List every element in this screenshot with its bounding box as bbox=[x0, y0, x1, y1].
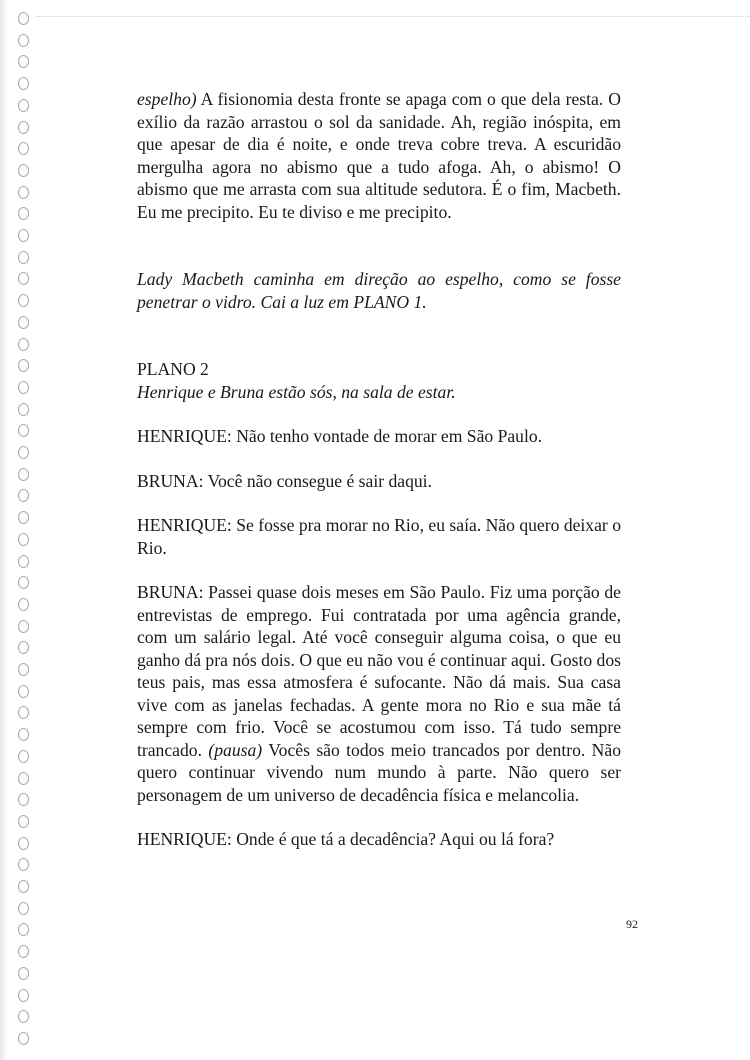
binding-hole bbox=[18, 489, 29, 502]
binding-hole bbox=[18, 923, 29, 936]
pause-direction: (pausa) bbox=[208, 739, 263, 760]
page-left-edge bbox=[0, 0, 8, 1060]
binding-hole bbox=[18, 381, 29, 394]
binding-hole bbox=[18, 793, 29, 806]
binding-hole bbox=[18, 967, 29, 980]
speech-paragraph bbox=[137, 88, 621, 223]
binding-hole bbox=[18, 880, 29, 893]
dialogue-line bbox=[137, 828, 621, 851]
binding-hole bbox=[18, 338, 29, 351]
dialogue-line bbox=[137, 581, 621, 806]
binding-hole bbox=[18, 598, 29, 611]
binding-hole bbox=[18, 251, 29, 264]
speaker-name: HENRIQUE: bbox=[137, 829, 232, 849]
binding-hole bbox=[18, 815, 29, 828]
dialogue-text: Você não consegue é sair daqui. bbox=[203, 470, 432, 491]
binding-hole bbox=[18, 772, 29, 785]
binding-hole bbox=[18, 424, 29, 437]
dialogue-text: Passei quase dois meses em São Paulo. Fiz uma porção de entrevistas de emprego. Fui contratada por uma agência grande, com um salário legal. Até você conseguir alguma coisa, o que eu ganho dá pra nós dois. O que eu não vou é continuar aqui. Gosto dos teus pais, mas essa atmosfera é sufocante. Não dá mais. Sua casa vive com as janelas fechadas. A gente mora no Rio e sua mãe tá sempre com frio. Você se acostumou com isso. Tá tudo sempre trancado. bbox=[137, 582, 621, 760]
binding-hole bbox=[18, 34, 29, 47]
stage-direction: Lady Macbeth caminha em direção ao espelho, como se fosse penetrar o vidro. Cai a luz em PLANO 1. bbox=[137, 269, 621, 312]
binding-hole bbox=[18, 403, 29, 416]
binding-holes bbox=[14, 0, 36, 1060]
dialogue-text: Se fosse pra morar no Rio, eu saía. Não quero deixar o Rio. bbox=[137, 515, 621, 558]
binding-hole bbox=[18, 511, 29, 524]
scene-heading: PLANO 2 bbox=[137, 359, 209, 379]
speech-text: A fisionomia desta fronte se apaga com o que dela resta. O exílio da razão arrastou o sol da sanidade. Ah, região inóspita, em que apesar de dia é noite, e onde treva cobre treva. A escuridão mergulha agora no abismo que a tudo afoga. Ah, o abismo! O abismo que me arrasta com sua altitude sedutora. É o fim, Macbeth. Eu me precipito. Eu te diviso e me precipito. bbox=[137, 89, 621, 222]
stage-direction-fragment: espelho) bbox=[137, 89, 197, 109]
binding-hole bbox=[18, 359, 29, 372]
binding-hole bbox=[18, 164, 29, 177]
dialogue-line bbox=[137, 425, 621, 448]
dialogue-line bbox=[137, 514, 621, 559]
binding-hole bbox=[18, 989, 29, 1002]
binding-hole bbox=[18, 685, 29, 698]
binding-hole bbox=[18, 55, 29, 68]
speaker-name: HENRIQUE: bbox=[137, 426, 232, 446]
dialogue-text-continued: Vocês são todos meio trancados por dentro. Não quero continuar vivendo num mundo à parte. Não quero ser personagem de um universo de decadência física e melancolia. bbox=[137, 739, 621, 805]
speaker-name: BRUNA: bbox=[137, 470, 204, 491]
binding-hole bbox=[18, 728, 29, 741]
binding-hole bbox=[18, 186, 29, 199]
binding-hole bbox=[18, 555, 29, 568]
binding-hole bbox=[18, 902, 29, 915]
binding-hole bbox=[18, 576, 29, 589]
document-body bbox=[137, 88, 621, 851]
binding-hole bbox=[18, 316, 29, 329]
top-dotted-rule bbox=[36, 16, 750, 17]
dialogue-text: Não tenho vontade de morar em São Paulo. bbox=[231, 426, 543, 446]
binding-hole bbox=[18, 12, 29, 25]
binding-hole bbox=[18, 121, 29, 134]
binding-hole bbox=[18, 77, 29, 90]
scene-direction: Henrique e Bruna estão sós, na sala de estar. bbox=[137, 381, 456, 402]
binding-hole bbox=[18, 837, 29, 850]
binding-hole bbox=[18, 750, 29, 763]
speaker-name: HENRIQUE: bbox=[137, 515, 232, 535]
binding-hole bbox=[18, 272, 29, 285]
binding-hole bbox=[18, 142, 29, 155]
binding-hole bbox=[18, 706, 29, 719]
binding-hole bbox=[18, 945, 29, 958]
binding-hole bbox=[18, 294, 29, 307]
binding-hole bbox=[18, 620, 29, 633]
binding-hole bbox=[18, 858, 29, 871]
binding-hole bbox=[18, 641, 29, 654]
binding-hole bbox=[18, 446, 29, 459]
binding-hole bbox=[18, 207, 29, 220]
dialogue-line bbox=[137, 470, 621, 493]
binding-hole bbox=[18, 468, 29, 481]
binding-hole bbox=[18, 663, 29, 676]
binding-hole bbox=[18, 1032, 29, 1045]
binding-hole bbox=[18, 99, 29, 112]
dialogue-text: Onde é que tá a decadência? Aqui ou lá fora? bbox=[231, 829, 555, 849]
binding-hole bbox=[18, 1010, 29, 1023]
binding-hole bbox=[18, 533, 29, 546]
speaker-name: BRUNA: bbox=[137, 582, 204, 602]
page-number: 92 bbox=[626, 917, 638, 931]
binding-hole bbox=[18, 229, 29, 242]
